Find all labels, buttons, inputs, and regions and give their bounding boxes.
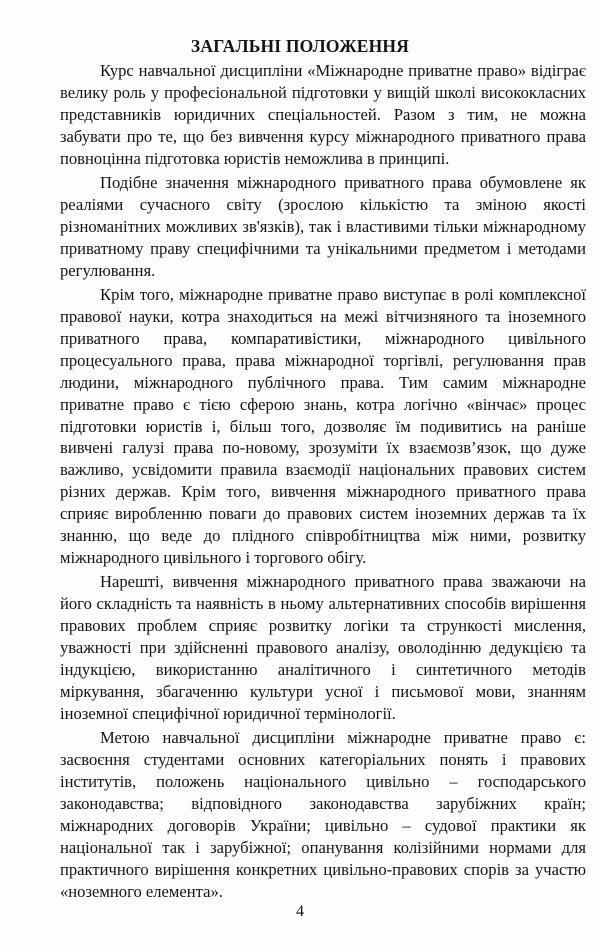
body-text	[60, 60, 586, 905]
paragraph-5: Метою навчальної дисципліни міжнародне приватне право є: засвоєння студентами основних категоріальних понять і правових інститутів, положень національного цивільно – господарського законодавства; відповідного законодавства зарубіжних країн; міжнародних договорів України; цивільно – судової практики як національної так і зарубіжної; опанування колізійними нормами для практичного вирішення конкретних цивільно-правових спорів за участю «ноземного елемента».	[60, 728, 586, 901]
paragraph-4: Нарешті, вивчення міжнародного приватного права зважаючи на його складність та наявність в ньому альтернативних способів вирішення правових проблем сприяє розвитку логіки та стрункості мислення, уважності при здійсненні правового аналізу, оволодінню дедукцією та індукцією, використанню аналітичного і синтетичного методів міркування, збагаченню культури усної і письмової мови, знанням іноземної специфічної юридичної термінології.	[60, 572, 586, 723]
paragraph-1: Курс навчальної дисципліни «Міжнародне приватне право» відіграє велику роль у професіональной підготовки у вищій школі висококласних представників юридичних спеціальностей. Разом з тим, не можна забувати про те, що без вивчення курсу міжнародного приватного права повноцінна підготовка юристів неможлива в принципі.	[60, 61, 586, 168]
paragraph-3: Крім того, міжнародне приватне право виступає в ролі комплексної правової науки, котра знаходиться на межі вітчизняного та іноземного приватного права, компаративістики, міжнародного цивільного процесуального права, права міжнародної торгівлі, регулювання прав людини, міжнародного публічного права. Тим самим міжнародне приватне право є тією сферою знань, котра логічно «вінчає» процес підготовки юристів і, більш того, дозволяє їм подивитись на раніше вивчені галузі права по-новому, зрозуміти їх взаємозв’язок, що дуже важливо, усвідомити правила взаємодії національних правових систем різних держав. Крім того, вивчення міжнародного приватного права сприяє виробленню поваги до правових систем іноземних держав та їх знанню, що веде до плідного співробітництва між ними, розвитку міжнародного цивільного і торгового обігу.	[60, 285, 586, 567]
paragraph-2: Подібне значення міжнародного приватного права обумовлене як реаліями сучасного світу (зрослою кількістю та зміною якості різноманітних можливих зв'язків), так і властивими тільки міжнародному приватному праву специфічними та унікальними предметом і методами регулювання.	[60, 173, 586, 280]
page-number: 4	[296, 903, 304, 920]
section-title: ЗАГАЛЬНІ ПОЛОЖЕННЯ	[190, 36, 410, 56]
